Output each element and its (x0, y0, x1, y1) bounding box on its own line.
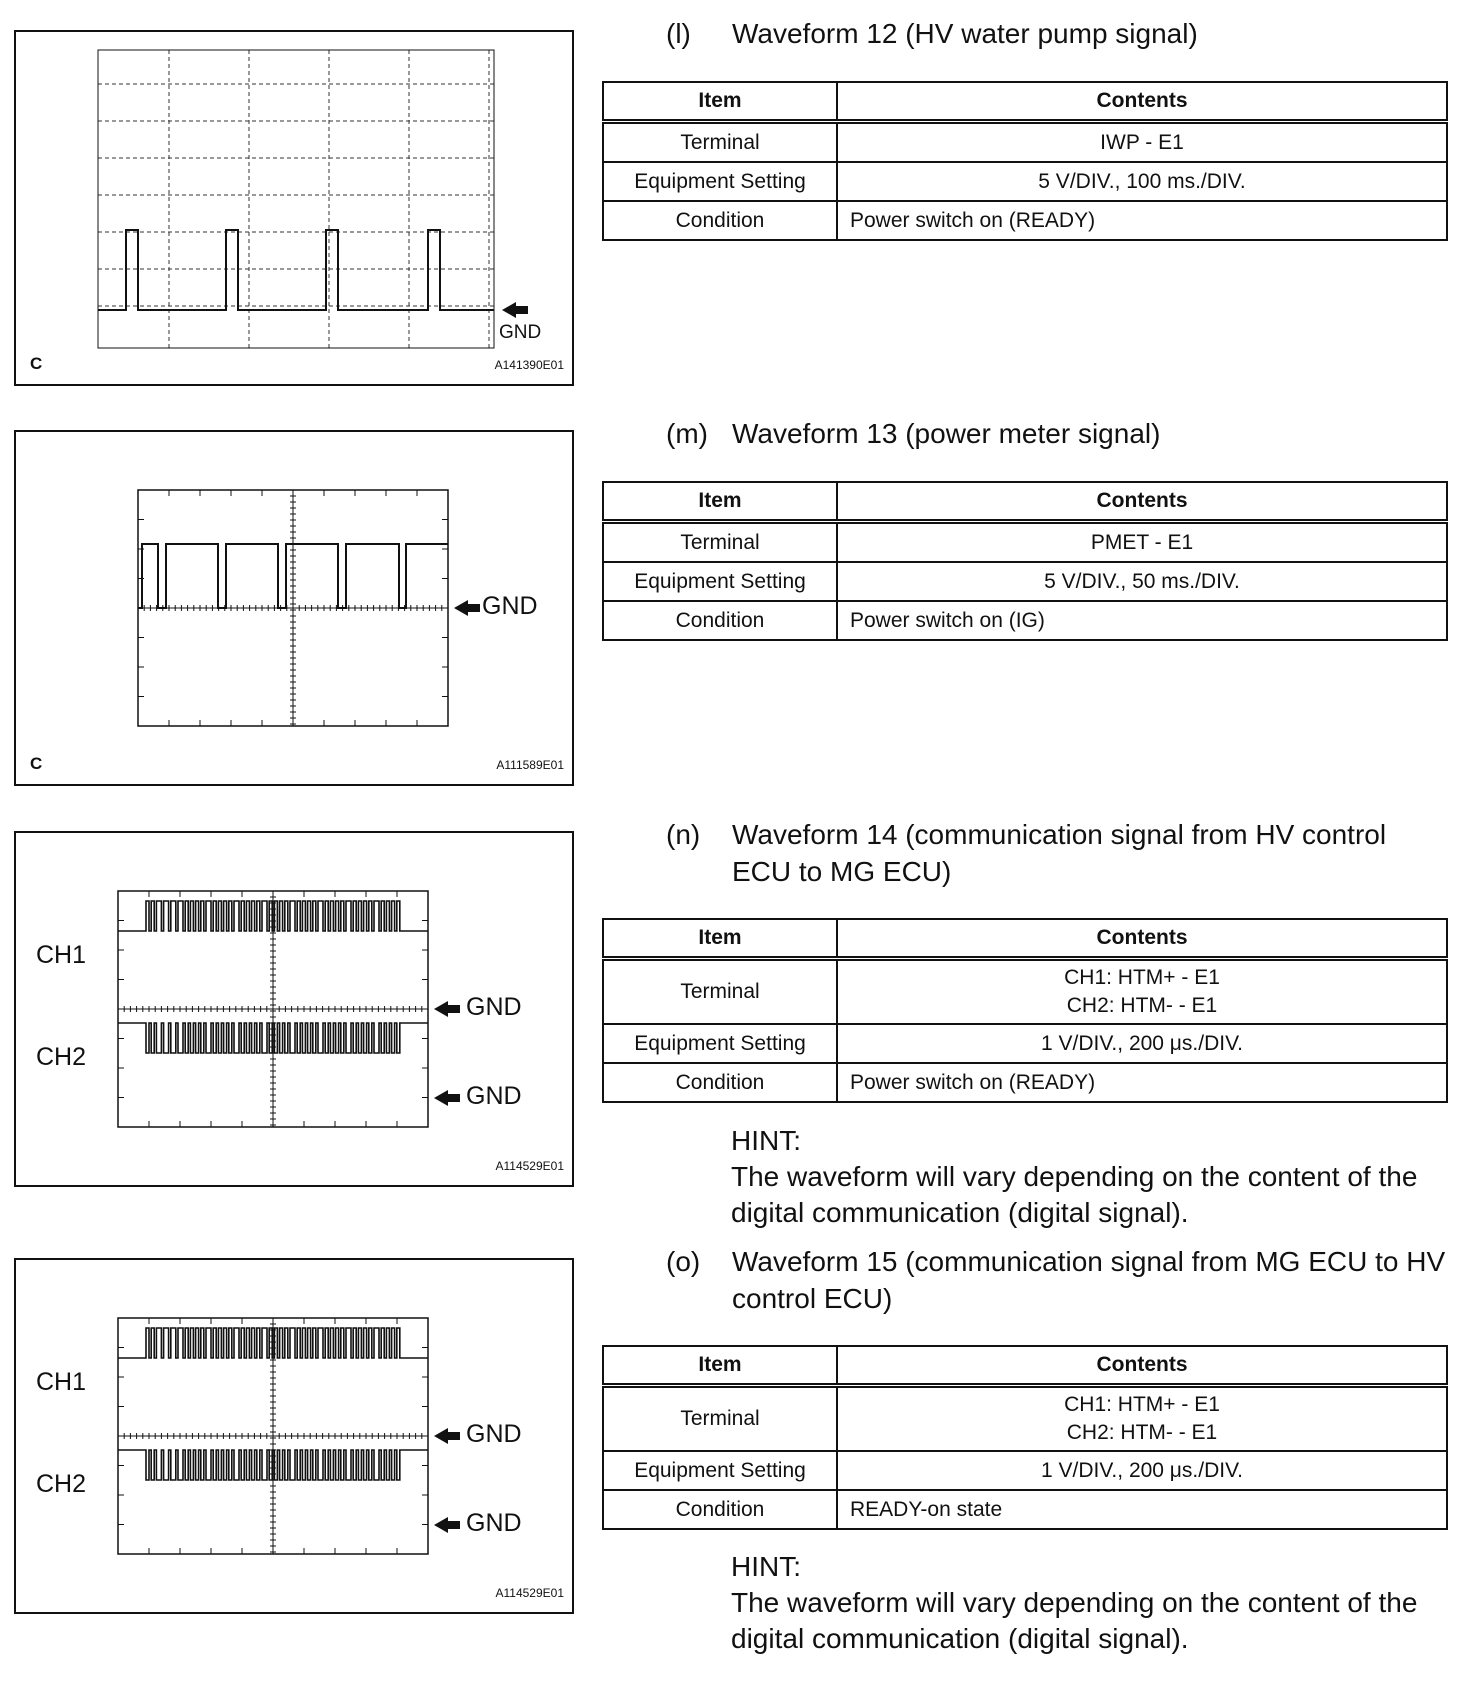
terminal-ch2: CH2: HTM- - E1 (1066, 994, 1218, 1017)
waveform-15-figure (14, 1258, 574, 1614)
gnd-label-ch2: GND (466, 1082, 522, 1110)
ch1-label: CH1 (36, 941, 87, 969)
waveform-14-figure (14, 831, 574, 1187)
terminal-value (837, 1386, 1447, 1452)
waveform-12-plot (16, 32, 572, 384)
gnd-label-ch1: GND (466, 1420, 522, 1448)
equipment-label: Equipment Setting (603, 1451, 837, 1490)
equipment-value: 5 V/DIV., 100 ms./DIV. (837, 162, 1447, 201)
terminal-value: IWP - E1 (837, 122, 1447, 163)
terminal-ch2: CH2: HTM- - E1 (1066, 1421, 1218, 1444)
spec-table-n (602, 918, 1448, 1103)
step-letter: (m) (666, 418, 708, 449)
condition-value: Power switch on (READY) (837, 1063, 1447, 1102)
header-item: Item (603, 82, 837, 122)
condition-value: READY-on state (837, 1490, 1447, 1529)
ch2-label: CH2 (36, 1470, 87, 1498)
terminal-label: Terminal (603, 1386, 837, 1452)
header-item: Item (603, 1346, 837, 1386)
equipment-label: Equipment Setting (603, 162, 837, 201)
terminal-label: Terminal (603, 122, 837, 163)
header-item: Item (603, 919, 837, 959)
step-letter: (l) (666, 18, 691, 49)
header-item: Item (603, 482, 837, 522)
condition-value: Power switch on (IG) (837, 601, 1447, 640)
step-title: Waveform 13 (power meter signal) (732, 418, 1161, 449)
figure-code: A114529E01 (495, 1586, 564, 1600)
terminal-ch1: CH1: HTM+ - E1 (1064, 1393, 1220, 1416)
gnd-label: GND (499, 322, 542, 343)
gnd-label-ch2: GND (466, 1509, 522, 1537)
figure-code: A114529E01 (495, 1159, 564, 1173)
spec-table-l (602, 81, 1448, 241)
figure-code: A111589E01 (496, 758, 564, 772)
hint-text: The waveform will vary depending on the content of the digital communication (digital signal). (731, 1587, 1418, 1654)
header-contents: Contents (837, 82, 1447, 122)
gnd-arrow-icon (454, 600, 480, 616)
condition-label: Condition (603, 1490, 837, 1529)
gnd-arrow-icon (434, 1090, 460, 1106)
equipment-label: Equipment Setting (603, 562, 837, 601)
gnd-arrow-icon (502, 302, 528, 318)
gnd-arrow-icon (434, 1001, 460, 1017)
equipment-value: 5 V/DIV., 50 ms./DIV. (837, 562, 1447, 601)
terminal-value (837, 959, 1447, 1025)
hint-o (731, 1549, 1451, 1657)
gnd-label: GND (482, 592, 538, 620)
step-title: Waveform 12 (HV water pump signal) (732, 18, 1198, 49)
terminal-ch1: CH1: HTM+ - E1 (1064, 966, 1220, 989)
figure-corner-mark: C (30, 754, 43, 773)
gnd-arrow-icon (434, 1517, 460, 1533)
hint-label: HINT: (731, 1551, 801, 1582)
gnd-arrow-icon (434, 1428, 460, 1444)
spec-table-o (602, 1345, 1448, 1530)
gnd-label-ch1: GND (466, 993, 522, 1021)
spec-table-m (602, 481, 1448, 641)
header-contents: Contents (837, 482, 1447, 522)
waveform-13-figure (14, 430, 574, 786)
terminal-label: Terminal (603, 522, 837, 563)
condition-label: Condition (603, 601, 837, 640)
condition-value: Power switch on (READY) (837, 201, 1447, 240)
equipment-value: 1 V/DIV., 200 μs./DIV. (837, 1451, 1447, 1490)
hint-n (731, 1123, 1451, 1231)
terminal-label: Terminal (603, 959, 837, 1025)
condition-label: Condition (603, 201, 837, 240)
ch1-label: CH1 (36, 1368, 87, 1396)
terminal-value: PMET - E1 (837, 522, 1447, 563)
waveform-12-figure (14, 30, 574, 386)
header-contents: Contents (837, 919, 1447, 959)
ch2-label: CH2 (36, 1043, 87, 1071)
figure-corner-mark: C (30, 354, 43, 373)
step-title: Waveform 15 (communication signal from MG ECU to HV control ECU) (732, 1246, 1446, 1314)
step-letter: (n) (666, 819, 701, 850)
header-contents: Contents (837, 1346, 1447, 1386)
condition-label: Condition (603, 1063, 837, 1102)
figure-code: A141390E01 (494, 358, 564, 372)
equipment-label: Equipment Setting (603, 1024, 837, 1063)
step-title: Waveform 14 (communication signal from HV control ECU to MG ECU) (732, 819, 1387, 887)
hint-label: HINT: (731, 1125, 801, 1156)
step-letter: (o) (666, 1246, 701, 1277)
hint-text: The waveform will vary depending on the content of the digital communication (digital signal). (731, 1161, 1418, 1228)
equipment-value: 1 V/DIV., 200 μs./DIV. (837, 1024, 1447, 1063)
